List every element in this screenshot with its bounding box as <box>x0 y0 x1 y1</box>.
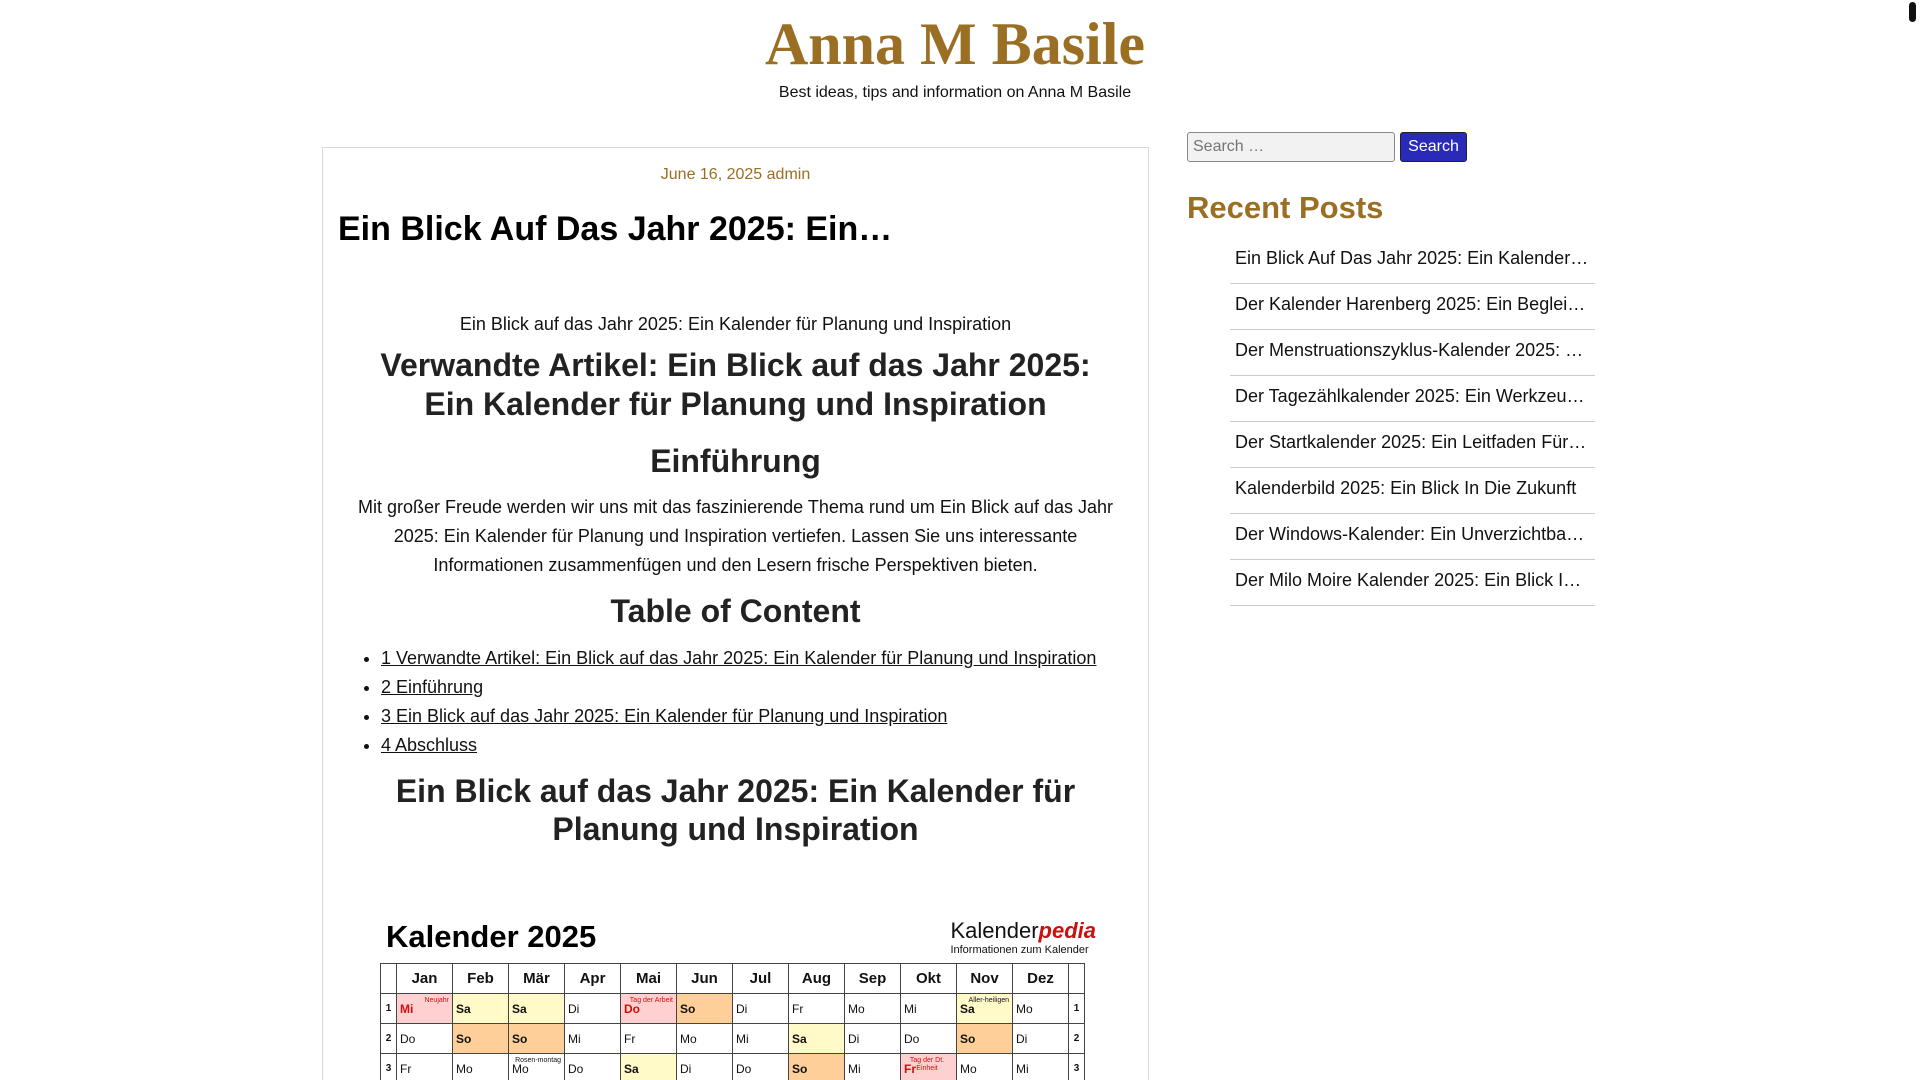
calendar-day-number: 1 <box>1069 994 1085 1024</box>
calendar-day-cell <box>509 1024 565 1054</box>
recent-post-link[interactable]: Der Menstruationszyklus-Kalender 2025: … <box>1235 340 1584 360</box>
calendar-weekday: Mi <box>568 1031 581 1046</box>
intro-paragraph: Mit großer Freude werden wir uns mit das faszinierende Thema rund um Ein Blick auf das Jahr 2025: Ein Kalender für Planung und Inspiration vertiefen. Lassen Sie uns interessante Informationen zusammenfügen und den Lesern frische Perspektiven bieten. <box>358 497 1113 575</box>
calendar-weekday: Di <box>736 1001 748 1016</box>
recent-post-item <box>1230 468 1595 514</box>
calendar-weekday: Mi <box>736 1031 749 1046</box>
calendar-grid <box>380 963 1085 1080</box>
toc-link-2[interactable]: 2 Einführung <box>381 677 484 697</box>
toc-item <box>381 731 1118 760</box>
calendar-weekday: Do <box>736 1061 752 1076</box>
calendar-image-title: Kalender 2025 <box>386 919 597 954</box>
calendar-day-cell <box>677 994 733 1024</box>
calendar-day-cell <box>509 1054 565 1080</box>
recent-post-item <box>1230 284 1595 330</box>
section-heading: Ein Blick auf das Jahr 2025: Ein Kalender für Planung und Inspiration <box>395 773 1076 847</box>
logo-brand-main: Kalender <box>950 918 1039 943</box>
calendar-weekday: Do <box>904 1031 920 1046</box>
calendar-day-cell <box>789 1024 845 1054</box>
calendar-day-cell <box>453 1024 509 1054</box>
calendar-weekday: Di <box>568 1001 580 1016</box>
recent-post-item <box>1230 376 1595 422</box>
intro-heading: Einführung <box>650 443 821 479</box>
calendar-weekday: Fr <box>624 1031 636 1046</box>
scrollbar-thumb[interactable] <box>1909 2 1916 22</box>
calendar-day-number: 2 <box>381 1024 397 1054</box>
recent-post-link[interactable]: Der Windows-Kalender: Ein Unverzichtba… <box>1235 524 1585 544</box>
calendar-day-cell <box>845 994 901 1024</box>
toc-item <box>381 644 1118 673</box>
calendar-holiday-note: Tag der Dt. Einheit <box>909 1057 945 1072</box>
calendar-weekday: Mo <box>456 1061 473 1076</box>
calendar-day-cell <box>397 1024 453 1054</box>
calendar-day-number: 3 <box>1069 1054 1085 1080</box>
calendar-day-cell <box>565 994 621 1024</box>
calendar-weekday: Do <box>568 1061 584 1076</box>
calendar-row <box>381 994 1085 1024</box>
calendar-day-cell <box>565 1024 621 1054</box>
calendar-day-cell <box>733 1024 789 1054</box>
recent-post-item <box>1230 238 1595 284</box>
related-heading: Verwandte Artikel: Ein Blick auf das Jahr 2025: Ein Kalender für Planung und Inspiration <box>380 347 1091 422</box>
calendar-holiday-note: Neujahr <box>424 997 449 1004</box>
logo-brand-accent: pedia <box>1038 918 1096 943</box>
toc-item <box>381 702 1118 731</box>
recent-post-item <box>1230 560 1595 606</box>
calendar-holiday-note: Aller-heiligen <box>968 997 1009 1004</box>
calendar-day-cell <box>733 994 789 1024</box>
calendar-month-header: Mai <box>621 964 677 994</box>
site-title-link[interactable]: Anna M Basile <box>764 11 1146 77</box>
calendar-month-header: Jun <box>677 964 733 994</box>
calendar-month-header: Okt <box>901 964 957 994</box>
recent-post-link[interactable]: Der Startkalender 2025: Ein Leitfaden Für… <box>1235 432 1587 452</box>
calendar-weekday: Mi <box>400 1001 414 1016</box>
calendar-day-cell <box>1013 994 1069 1024</box>
search-button[interactable]: Search <box>1400 132 1467 162</box>
calendar-month-header: Sep <box>845 964 901 994</box>
kalenderpedia-logo <box>950 918 1096 956</box>
calendar-day-cell <box>733 1054 789 1080</box>
calendar-weekday: Sa <box>792 1031 807 1046</box>
calendar-weekday: So <box>680 1001 696 1016</box>
post-author-link[interactable]: admin <box>766 166 811 183</box>
calendar-month-header: Nov <box>957 964 1013 994</box>
calendar-month-header: Feb <box>453 964 509 994</box>
logo-subtitle: Informationen zum Kalender <box>950 944 1089 956</box>
calendar-weekday: Sa <box>960 1001 975 1016</box>
calendar-day-cell <box>901 1024 957 1054</box>
calendar-weekday: So <box>960 1031 976 1046</box>
calendar-holiday-note: Tag der Arbeit <box>629 997 673 1004</box>
calendar-weekday: Do <box>400 1031 416 1046</box>
calendar-weekday: Mi <box>1016 1061 1029 1076</box>
calendar-weekday: Mo <box>1016 1001 1033 1016</box>
calendar-weekday: So <box>512 1031 528 1046</box>
calendar-day-cell <box>957 994 1013 1024</box>
calendar-day-cell <box>509 994 565 1024</box>
calendar-weekday: So <box>456 1031 472 1046</box>
post-article <box>322 147 1149 1080</box>
recent-post-link[interactable]: Kalenderbild 2025: Ein Blick In Die Zukunft <box>1235 478 1577 498</box>
calendar-day-cell <box>901 994 957 1024</box>
calendar-day-number: 2 <box>1069 1024 1085 1054</box>
calendar-weekday: So <box>792 1061 808 1076</box>
calendar-day-cell <box>1013 1024 1069 1054</box>
calendar-weekday: Mi <box>848 1061 861 1076</box>
calendar-day-cell <box>677 1054 733 1080</box>
calendar-row <box>381 1054 1085 1080</box>
toc-link-1[interactable]: 1 Verwandte Artikel: Ein Blick auf das Jahr 2025: Ein Kalender für Planung und Inspiration <box>381 648 1097 668</box>
toc-link-3[interactable]: 3 Ein Blick auf das Jahr 2025: Ein Kalender für Planung und Inspiration <box>381 706 948 726</box>
calendar-weekday: Sa <box>456 1001 471 1016</box>
calendar-day-number: 3 <box>381 1054 397 1080</box>
calendar-weekday: Mi <box>904 1001 917 1016</box>
calendar-month-header: Mär <box>509 964 565 994</box>
calendar-image <box>380 913 1096 1080</box>
toc-item <box>381 673 1118 702</box>
calendar-month-header: Jan <box>397 964 453 994</box>
toc-list <box>353 644 1118 760</box>
calendar-weekday: Mo <box>960 1061 977 1076</box>
toc-link-4[interactable]: 4 Abschluss <box>381 735 478 755</box>
calendar-day-cell <box>453 994 509 1024</box>
calendar-weekday: Di <box>680 1061 692 1076</box>
calendar-weekday: Di <box>848 1031 860 1046</box>
calendar-day-cell <box>397 994 453 1024</box>
calendar-holiday-note: Rosen-montag <box>515 1057 561 1064</box>
post-date-link[interactable]: June 16, 2025 <box>660 166 763 183</box>
post-meta <box>323 166 1148 184</box>
calendar-day-cell <box>1013 1054 1069 1080</box>
calendar-month-header: Aug <box>789 964 845 994</box>
recent-post-link[interactable]: Der Tagezählkalender 2025: Ein Werkzeu… <box>1235 386 1585 406</box>
calendar-month-header: Jul <box>733 964 789 994</box>
recent-post-link[interactable]: Der Milo Moire Kalender 2025: Ein Blick I… <box>1235 570 1582 590</box>
calendar-weekday: Sa <box>512 1001 527 1016</box>
calendar-day-cell <box>845 1024 901 1054</box>
calendar-weekday: Mo <box>680 1031 697 1046</box>
calendar-day-cell <box>901 1054 957 1080</box>
calendar-day-cell <box>397 1054 453 1080</box>
calendar-weekday: Mo <box>848 1001 865 1016</box>
calendar-day-cell <box>453 1054 509 1080</box>
calendar-weekday: Do <box>624 1001 640 1016</box>
calendar-row <box>381 1024 1085 1054</box>
calendar-day-cell <box>621 994 677 1024</box>
calendar-weekday: Fr <box>792 1001 804 1016</box>
calendar-day-cell <box>789 1054 845 1080</box>
calendar-day-cell <box>565 1054 621 1080</box>
calendar-day-cell <box>957 1054 1013 1080</box>
calendar-day-cell <box>957 1024 1013 1054</box>
calendar-corner <box>381 964 397 994</box>
calendar-day-cell <box>845 1054 901 1080</box>
recent-posts-list <box>1230 238 1595 606</box>
recent-post-item <box>1230 330 1595 376</box>
calendar-month-header: Dez <box>1013 964 1069 994</box>
calendar-weekday: Di <box>1016 1031 1028 1046</box>
recent-posts-title: Recent Posts <box>1187 190 1384 225</box>
post-content <box>353 312 1118 848</box>
search-input[interactable] <box>1187 132 1395 162</box>
recent-post-link[interactable]: Ein Blick Auf Das Jahr 2025: Ein Kalender… <box>1235 248 1589 268</box>
calendar-day-cell <box>677 1024 733 1054</box>
post-title: Ein Blick Auf Das Jahr 2025: Ein… <box>338 210 893 248</box>
calendar-weekday: Sa <box>624 1061 639 1076</box>
calendar-corner <box>1069 964 1085 994</box>
recent-post-link[interactable]: Der Kalender Harenberg 2025: Ein Beglei… <box>1235 294 1586 314</box>
calendar-weekday: Fr <box>904 1061 916 1076</box>
calendar-day-cell <box>621 1024 677 1054</box>
toc-heading: Table of Content <box>610 593 861 629</box>
post-intro-line: Ein Blick auf das Jahr 2025: Ein Kalender für Planung und Inspiration <box>459 314 1012 334</box>
recent-post-item <box>1230 422 1595 468</box>
calendar-weekday: Fr <box>400 1061 412 1076</box>
site-tagline: Best ideas, tips and information on Anna M Basile <box>778 84 1132 101</box>
recent-post-item <box>1230 514 1595 560</box>
calendar-month-header: Apr <box>565 964 621 994</box>
calendar-weekday: Mo <box>512 1061 529 1076</box>
calendar-day-number: 1 <box>381 994 397 1024</box>
calendar-day-cell <box>621 1054 677 1080</box>
calendar-day-cell <box>789 994 845 1024</box>
